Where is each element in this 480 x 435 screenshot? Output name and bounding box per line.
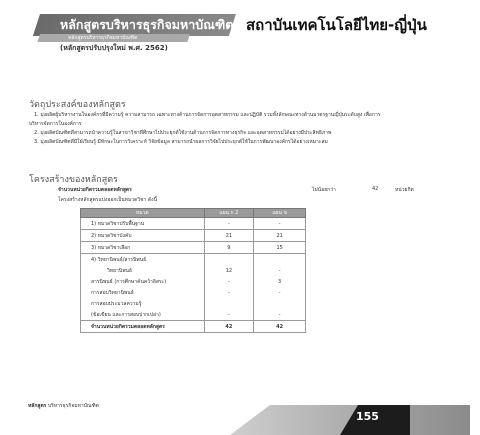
table-row xyxy=(81,218,306,230)
plan-a-value xyxy=(204,254,254,266)
plan-b-value xyxy=(254,254,306,266)
sub-item: (ข้อเขียน และการสอบปากเปล่า) xyxy=(81,309,205,321)
footer-program: บริหารธุรกิจมหาบัณฑิต xyxy=(47,403,99,409)
table-row xyxy=(81,309,306,321)
total-credits-value: 42 xyxy=(372,186,379,192)
institute-name: สถาบันเทคโนโลยีไทย-ญี่ปุ่น xyxy=(246,16,427,34)
sub-item: การสอบวิทยานิพนธ์ xyxy=(81,287,205,298)
objective-item: บริหารจัดการในองค์การ xyxy=(29,121,82,127)
category-name: 2) หมวดวิชาบังคับ xyxy=(81,230,205,242)
table-row xyxy=(81,265,306,276)
sub-item: สารนิพนธ์ (การศึกษาค้นคว้าอิสระ) xyxy=(81,276,205,287)
table-row xyxy=(81,276,306,287)
header-subtitle: หลักสูตรบริหารธุรกิจมหาบัณฑิต xyxy=(68,35,138,41)
sub-item: การสอบประมวลความรู้ xyxy=(81,298,205,309)
plan-a-value: 12 xyxy=(204,265,254,276)
objective-item: 3. มุ่งผลิตบัณฑิตที่มีใฝ่เรียนรู้ มีทักษะในการวิเคราะห์ วิจัยข้อมูล สามารถนำผลการวิจัยไปประยุกต์ใช้ในการพัฒนาองค์กรได้อย่างเหมาะสม xyxy=(34,139,328,145)
footer-label: หลักสูตร xyxy=(28,403,47,409)
category-name: 1) หมวดวิชาปรับพื้นฐาน xyxy=(81,218,205,230)
plan-b-value: - xyxy=(254,218,306,230)
column-header: แผน ข xyxy=(254,209,306,218)
plan-a-value: - xyxy=(204,276,254,287)
page-number: 155 xyxy=(356,410,379,423)
footer-text xyxy=(28,402,99,410)
objective-item: 2. มุ่งผลิตบัณฑิตที่สามารถนำความรู้ในสาขาวิชาที่ศึกษาไปประยุกต์ใช้งานด้านการจัดการทางธุรกิจ และอุตสาหกรรมได้อย่างมีประสิทธิภาพ xyxy=(34,130,332,136)
structure-table xyxy=(80,208,306,333)
plan-b-value xyxy=(254,298,306,309)
min-label: ไม่น้อยกว่า xyxy=(312,187,336,193)
credits-unit: หน่วยกิต xyxy=(395,187,414,193)
plan-a-value: - xyxy=(204,287,254,298)
header-title: หลักสูตรบริหารธุรกิจมหาบัณฑิต xyxy=(60,17,234,32)
plan-b-total: 42 xyxy=(254,321,306,333)
plan-a-value: - xyxy=(204,309,254,321)
table-row xyxy=(81,287,306,298)
plan-a-value: - xyxy=(204,218,254,230)
table-header-row xyxy=(81,209,306,218)
plan-b-value: 15 xyxy=(254,242,306,254)
plan-b-value: 3 xyxy=(254,276,306,287)
plan-a-value: 9 xyxy=(204,242,254,254)
objective-item: 1. มุ่งผลิตผู้บริหารงานในองค์กรที่มีความรู้ ความสามารถ เฉพาะทางด้านการจัดการอุตสาหกรรม และปฏิบัติ รวมทั้งลักษณะทางด้านมาตรฐานญี่ปุ่นระดับสูง เพื่อการ xyxy=(34,112,381,118)
plan-b-value: - xyxy=(254,309,306,321)
plan-b-value: - xyxy=(254,287,306,298)
structure-heading: โครงสร้างของหลักสูตร xyxy=(29,175,118,185)
table-row xyxy=(81,230,306,242)
plan-a-value: 21 xyxy=(204,230,254,242)
structure-description: โครงสร้างหลักสูตรแบ่งออกเป็นหมวดวิชา ดังนี้ xyxy=(58,197,158,203)
plan-a-value xyxy=(204,298,254,309)
table-row xyxy=(81,242,306,254)
column-header: หมวด xyxy=(81,209,205,218)
table-row xyxy=(81,254,306,266)
sub-item: วิทยานิพนธ์ xyxy=(81,265,205,276)
header-program: (หลักสูตรปรับปรุงใหม่ พ.ศ. 2562) xyxy=(60,44,168,52)
plan-b-value: 21 xyxy=(254,230,306,242)
total-label: จำนวนหน่วยกิตรวมตลอดหลักสูตร xyxy=(81,321,205,333)
table-row xyxy=(81,298,306,309)
category-name: 3) หมวดวิชาเลือก xyxy=(81,242,205,254)
plan-b-value: - xyxy=(254,265,306,276)
objectives-heading: วัตถุประสงค์ของหลักสูตร xyxy=(29,100,126,110)
total-credits-label: จำนวนหน่วยกิตรวมตลอดหลักสูตร xyxy=(58,187,132,193)
plan-a-total: 42 xyxy=(204,321,254,333)
total-row xyxy=(81,321,306,333)
column-header: แผน ก 2 xyxy=(204,209,254,218)
category-name: 4) วิทยานิพนธ์/สารนิพนธ์ xyxy=(81,254,205,266)
